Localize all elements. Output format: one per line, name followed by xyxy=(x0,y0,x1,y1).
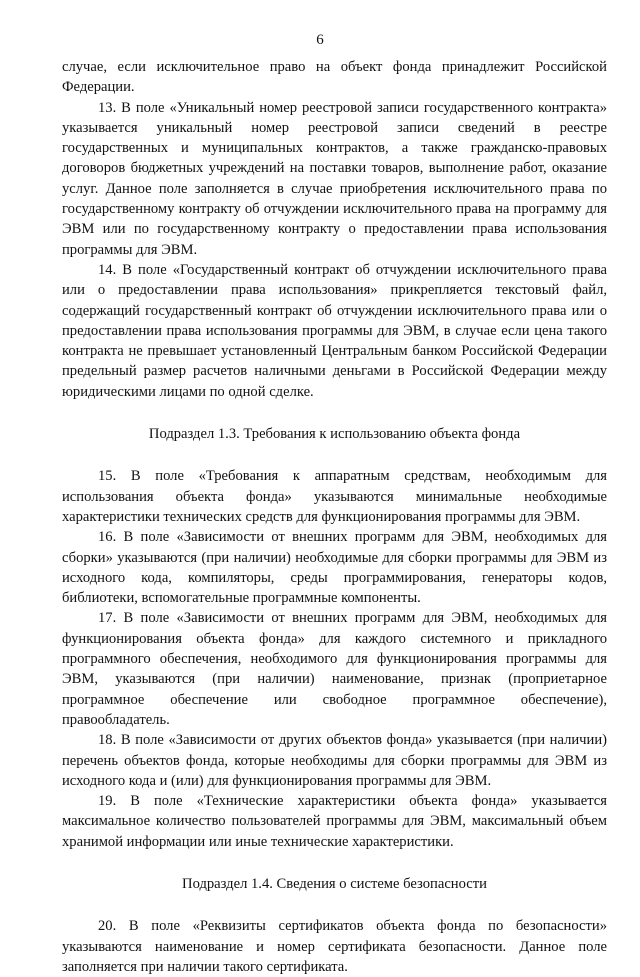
paragraph-17: 17. В поле «Зависимости от внешних программ для ЭВМ, необходимых для функционирования объекта фонда» для каждого системного и прикладного программного обеспечения, необходимого для функционирования программы для ЭВМ, указываются (при наличии) наименование, признак (проприетарное программное обеспечение или свободное программное обеспечение), правообладатель. xyxy=(62,610,607,728)
paragraph-20: 20. В поле «Реквизиты сертификатов объекта фонда по безопасности» указываются наименование и номер сертификата безопасности. Данное поле заполняется при наличии такого сертификата. xyxy=(62,918,607,975)
paragraph-13: 13. В поле «Уникальный номер реестровой записи государственного контракта» указывается уникальный номер реестровой записи сведений в реестре государственных и муниципальных контрактов, а также гражданско-правовых договоров бюджетных учреждений на поставки товаров, выполнение работ, оказание услуг. Данное поле заполняется в случае приобретения исключительного права по государственному контракту об отчуждении исключительного права на программу для ЭВМ или по государственному контракту о предоставлении права использования программы для ЭВМ. xyxy=(62,99,607,258)
paragraph-18: 18. В поле «Зависимости от других объектов фонда» указывается (при наличии) перечень объектов фонда, которые необходимы для сборки программы для ЭВМ из исходного кода и (или) для функционирования программы для ЭВМ. xyxy=(62,732,607,789)
paragraph-continuation: случае, если исключительное право на объект фонда принадлежит Российской Федерации. xyxy=(62,59,607,96)
subsection-heading-1-3: Подраздел 1.3. Требования к использованию объекта фонда xyxy=(148,426,521,443)
paragraph-16: 16. В поле «Зависимости от внешних программ для ЭВМ, необходимых для сборки» указываются (при наличии) необходимые для сборки программы для ЭВМ из исходного кода, компиляторы, среды программирования, генераторы кодов, библиотеки, вспомогательные программные компоненты. xyxy=(62,529,607,607)
page-number: 6 xyxy=(316,32,324,48)
subsection-heading-1-4: Подраздел 1.4. Сведения о системе безопасности xyxy=(182,875,487,892)
paragraph-19: 19. В поле «Технические характеристики объекта фонда» указывается максимальное количество пользователей программы для ЭВМ, максимальный объем хранимой информации или иные технические характеристики. xyxy=(62,793,607,850)
paragraph-14: 14. В поле «Государственный контракт об отчуждении исключительного права или о предоставлении права использования» прикрепляется текстовый файл, содержащий государственный контракт об отчуждении исключительного права или о предоставлении права использования программы для ЭВМ, в случае если цена такого контракта не превышает установленный Центральным банком Российской Федерации предельный размер расчетов наличными деньгами в Российской Федерации между юридическими лицами по одной сделке. xyxy=(62,261,607,400)
paragraph-15: 15. В поле «Требования к аппаратным средствам, необходимым для использования объекта фонда» указываются минимальные необходимые характеристики технических средств для функционирования программы для ЭВМ. xyxy=(62,468,607,525)
document-body xyxy=(62,57,607,977)
